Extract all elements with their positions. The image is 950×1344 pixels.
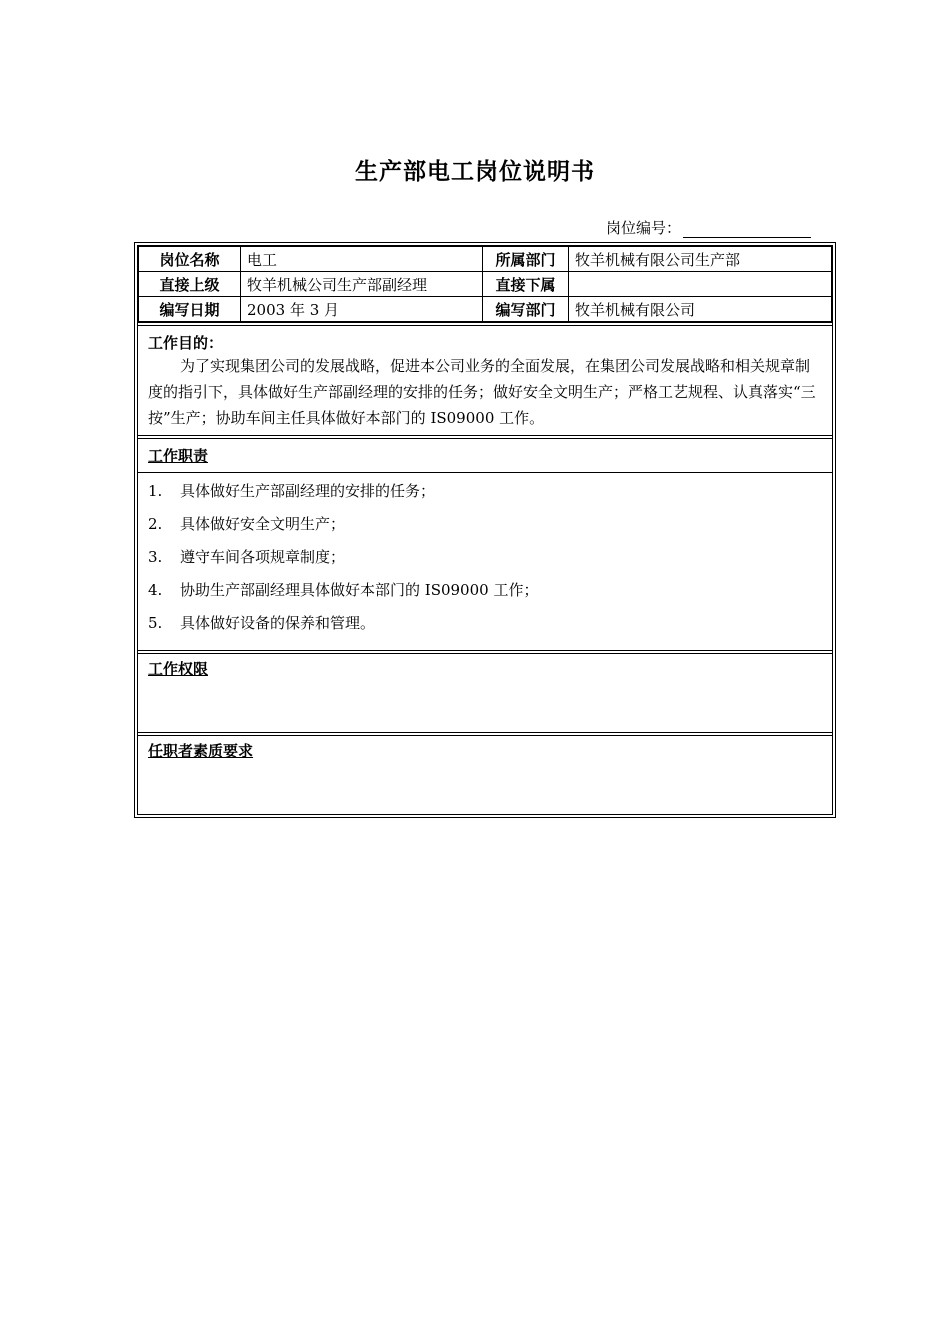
post-number-label: 岗位编号： — [606, 219, 682, 237]
list-item: 3. 遵守车间各项规章制度； — [148, 548, 346, 566]
page-title: 生产部电工岗位说明书 — [355, 159, 595, 185]
subordinates-value — [569, 272, 832, 297]
qualifications-heading: 任职者素质要求 — [148, 742, 254, 760]
list-item: 5. 具体做好设备的保养和管理。 — [148, 614, 376, 632]
date-value: 2003 年 3 月 — [241, 297, 483, 322]
job-title-value: 电工 — [241, 247, 483, 272]
subordinates-label: 直接下属 — [483, 272, 569, 297]
job-title-label: 岗位名称 — [139, 247, 241, 272]
table-row — [139, 272, 832, 297]
list-item: 4. 协助生产部副经理具体做好本部门的 IS09000 工作； — [148, 581, 539, 599]
author-dept-label: 编写部门 — [483, 297, 569, 322]
date-label: 编写日期 — [139, 297, 241, 322]
list-item: 2. 具体做好安全文明生产； — [148, 515, 346, 533]
qualifications-section — [138, 732, 832, 814]
duties-list — [138, 473, 832, 650]
supervisor-label: 直接上级 — [139, 272, 241, 297]
authority-section — [138, 650, 832, 732]
author-dept-value: 牧羊机械有限公司 — [569, 297, 832, 322]
list-item: 1. 具体做好生产部副经理的安排的任务； — [148, 482, 436, 500]
supervisor-value: 牧羊机械公司生产部副经理 — [241, 272, 483, 297]
duties-section — [138, 435, 832, 650]
duties-heading: 工作职责 — [148, 447, 209, 465]
department-label: 所属部门 — [483, 247, 569, 272]
authority-heading: 工作权限 — [148, 660, 209, 678]
basic-info-table — [138, 246, 832, 322]
table-row — [139, 247, 832, 272]
purpose-section — [138, 322, 832, 435]
job-description-form — [134, 242, 836, 818]
purpose-heading: 工作目的： — [148, 334, 224, 352]
table-row — [139, 297, 832, 322]
post-number-blank-line — [683, 223, 811, 238]
department-value: 牧羊机械有限公司生产部 — [569, 247, 832, 272]
purpose-text: 为了实现集团公司的发展战略，促进本公司业务的全面发展，在集团公司发展战略和相关规章制度的指引下，具体做好生产部副经理的安排的任务；做好安全文明生产；严格工艺规程、认真落实“三按”生产；协助车间主任具体做好本部门的 IS09000 工作。 — [148, 357, 816, 427]
post-number-field — [606, 217, 811, 238]
